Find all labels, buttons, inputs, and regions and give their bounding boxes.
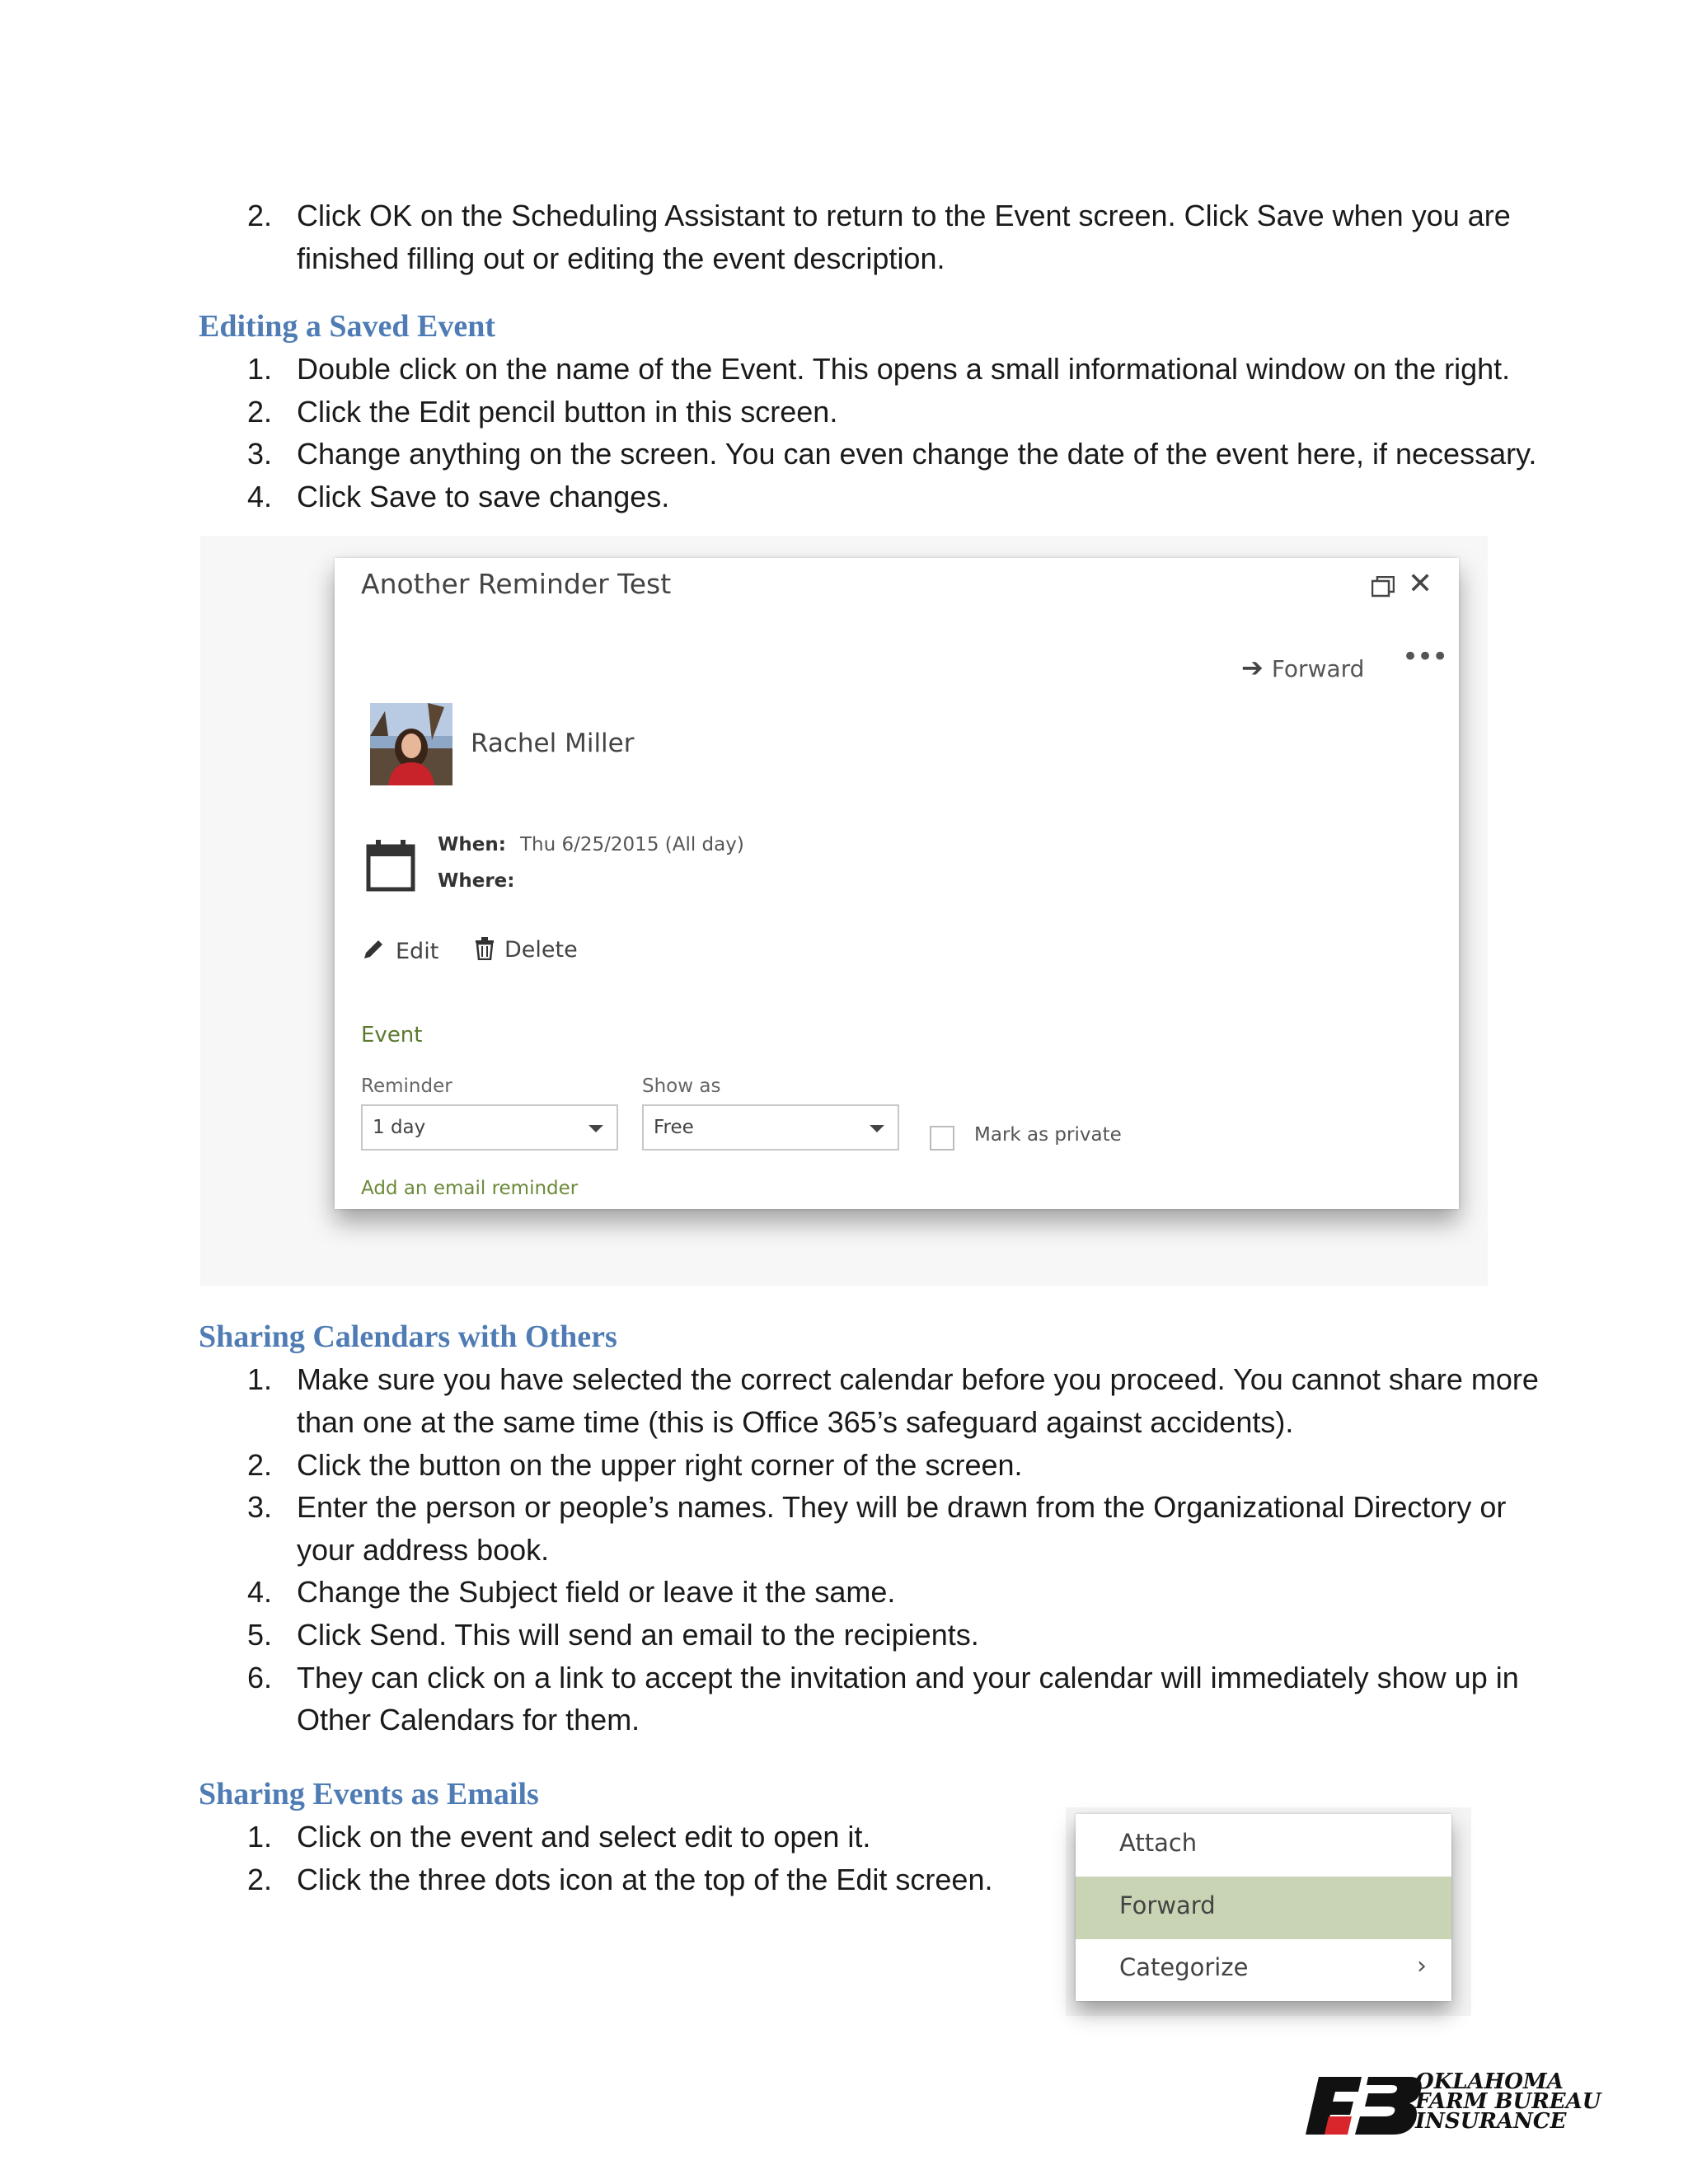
menu-item-label: Categorize xyxy=(1119,1953,1249,1981)
trash-icon xyxy=(475,937,495,960)
step-continuation: your address book. xyxy=(297,1533,550,1567)
step-number: 1. xyxy=(247,1362,273,1396)
showas-value: Free xyxy=(654,1117,694,1138)
logo-wordmark xyxy=(1415,2069,1601,2134)
close-icon[interactable]: ✕ xyxy=(1408,567,1433,601)
restore-icon[interactable] xyxy=(1372,576,1395,598)
calendar-icon xyxy=(366,838,415,893)
step-text: Click the three dots icon at the top of the Edit screen. xyxy=(297,1863,993,1896)
more-options-menu xyxy=(1076,1814,1451,2001)
step-number: 2. xyxy=(247,395,273,429)
pencil-icon xyxy=(361,937,386,962)
logo-line: OKLAHOMA xyxy=(1415,2069,1564,2094)
step-number: 3. xyxy=(247,437,273,471)
organizer-name: Rachel Miller xyxy=(471,729,635,758)
private-checkbox[interactable] xyxy=(930,1126,954,1151)
delete-button[interactable] xyxy=(475,937,578,963)
step-text: Enter the person or people’s names. They will be drawn from the Organizational Directory or xyxy=(297,1490,1507,1524)
private-label: Mark as private xyxy=(974,1124,1122,1146)
edit-button[interactable] xyxy=(361,937,438,964)
chevron-right-icon: › xyxy=(1417,1952,1427,1980)
forward-arrow-icon: ➔ xyxy=(1241,652,1264,683)
heading-editing-saved-event: Editing a Saved Event xyxy=(199,309,496,344)
step-text: Click Send. This will send an email to the recipients. xyxy=(297,1618,979,1652)
step-text: Click Save to save changes. xyxy=(297,480,670,513)
logo-line: FARM BUREAU xyxy=(1415,2089,1601,2114)
when-label: When: xyxy=(438,834,506,855)
menu-item-label: Forward xyxy=(1119,1891,1216,1919)
delete-label: Delete xyxy=(504,937,578,963)
step-text: Click on the event and select edit to open it. xyxy=(297,1820,871,1854)
forward-label: Forward xyxy=(1271,655,1365,682)
forward-button[interactable] xyxy=(1241,652,1364,683)
step-continuation: Other Calendars for them. xyxy=(297,1703,640,1736)
step-text: Change the Subject field or leave it the same. xyxy=(297,1575,896,1609)
step-number: 6. xyxy=(247,1661,273,1694)
step-text: Click OK on the Scheduling Assistant to return to the Event screen. Click Save when you are xyxy=(297,199,1511,232)
step-number: 2. xyxy=(247,1448,273,1482)
step-number: 4. xyxy=(247,1575,273,1609)
step-text: Click the Edit pencil button in this screen. xyxy=(297,395,838,429)
dropdown-caret-icon xyxy=(870,1125,884,1132)
step-continuation: than one at the same time (this is Office 365’s safeguard against accidents). xyxy=(297,1405,1294,1439)
heading-sharing-calendars: Sharing Calendars with Others xyxy=(199,1319,617,1354)
reminder-value: 1 day xyxy=(373,1117,426,1138)
when-value: Thu 6/25/2015 (All day) xyxy=(520,834,744,855)
event-section-label: Event xyxy=(361,1023,423,1047)
showas-label: Show as xyxy=(642,1076,721,1097)
step-number: 4. xyxy=(247,480,273,513)
edit-label: Edit xyxy=(396,939,439,964)
logo-line: INSURANCE xyxy=(1415,2109,1567,2134)
intro-step-continuation: finished filling out or editing the event description. xyxy=(297,241,945,275)
step-text: They can click on a link to accept the invitation and your calendar will immediately show up in xyxy=(297,1661,1519,1694)
step-text: Make sure you have selected the correct calendar before you proceed. You cannot share more xyxy=(297,1362,1539,1396)
avatar xyxy=(370,703,452,785)
step-number: 1. xyxy=(247,1820,273,1854)
reminder-label: Reminder xyxy=(361,1076,452,1097)
menu-item-label: Attach xyxy=(1119,1829,1198,1857)
add-email-reminder-link[interactable]: Add an email reminder xyxy=(361,1178,579,1199)
step-number: 3. xyxy=(247,1490,273,1524)
menu-item-attach[interactable] xyxy=(1076,1814,1451,1877)
reminder-select[interactable] xyxy=(361,1104,618,1151)
more-options-icon[interactable]: ••• xyxy=(1402,640,1447,673)
step-number: 2. xyxy=(247,1863,273,1896)
step-number: 2. xyxy=(247,199,273,232)
step-text: Click the button on the upper right corner of the screen. xyxy=(297,1448,1023,1482)
event-title: Another Reminder Test xyxy=(361,568,672,600)
menu-item-categorize[interactable] xyxy=(1076,1938,1451,2001)
event-details-popup xyxy=(335,558,1459,1209)
dropdown-caret-icon xyxy=(588,1125,603,1132)
showas-select[interactable] xyxy=(642,1104,899,1151)
heading-sharing-events: Sharing Events as Emails xyxy=(199,1777,539,1811)
step-number: 1. xyxy=(247,352,273,386)
step-number: 5. xyxy=(247,1618,273,1652)
where-label: Where: xyxy=(438,870,515,892)
menu-item-forward[interactable] xyxy=(1076,1877,1451,1939)
step-text: Double click on the name of the Event. This opens a small informational window on the right. xyxy=(297,352,1511,386)
step-text: Change anything on the screen. You can even change the date of the event here, if necessary. xyxy=(297,437,1537,471)
